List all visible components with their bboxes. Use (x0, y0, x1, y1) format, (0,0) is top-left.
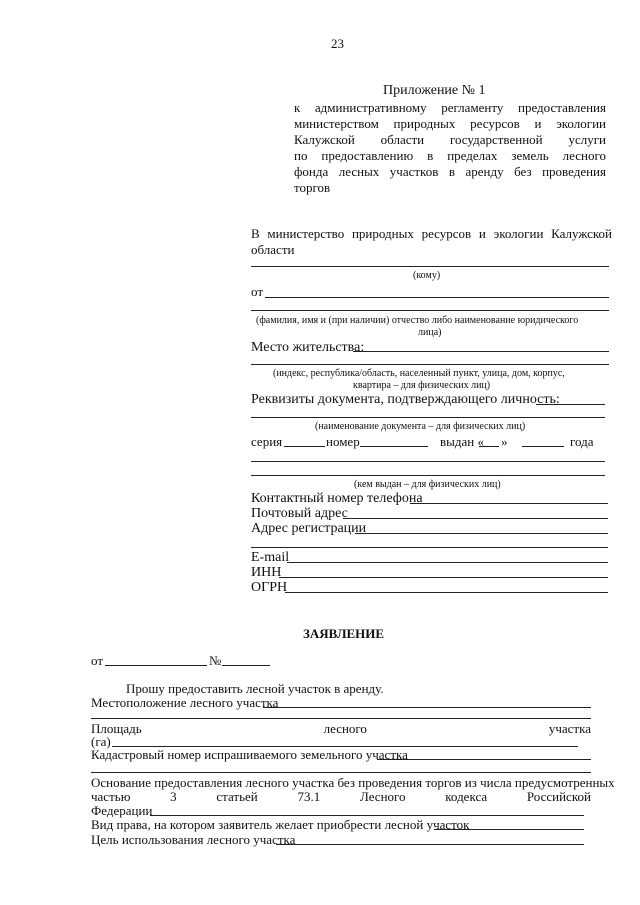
issued-by-field-2[interactable] (251, 475, 605, 476)
appendix-line-2: министерством природных ресурсов и экологии (294, 116, 606, 131)
appendix-line-5: фонда лесных участков в аренду без проведения (294, 164, 606, 179)
appendix-title: Приложение № 1 (383, 83, 486, 98)
to-field[interactable] (251, 266, 609, 267)
from-field-2[interactable] (251, 310, 609, 311)
statement-date-field[interactable] (105, 665, 207, 666)
basis-word-1: частью (91, 789, 131, 804)
location-field-2[interactable] (91, 718, 591, 719)
basis-line-3: Федерации (91, 803, 153, 818)
name-caption-2: лица) (418, 327, 442, 338)
residence-field-2[interactable] (251, 364, 609, 365)
number-field[interactable] (360, 446, 428, 447)
doc-name-caption: (наименование документа – для физических лиц) (315, 421, 526, 432)
from-label: от (251, 284, 264, 299)
series-field[interactable] (284, 446, 325, 447)
statement-from-label: от (91, 653, 104, 668)
issued-close: » (501, 434, 508, 449)
basis-word-2: 3 (170, 789, 177, 804)
series-label: серия (251, 434, 283, 449)
basis-word-7: Российской (526, 789, 591, 804)
postal-label: Почтовый адрес (251, 506, 348, 521)
ogrn-field[interactable] (285, 592, 608, 593)
id-doc-field[interactable] (536, 404, 605, 405)
registration-label: Адрес регистрации (251, 521, 367, 536)
right-type-field[interactable] (434, 829, 584, 830)
issued-by-field-1[interactable] (251, 461, 605, 462)
cadastral-field-2[interactable] (91, 772, 591, 773)
basis-word-5: Лесного (359, 789, 406, 804)
area-unit: (га) (91, 734, 111, 749)
email-label: E-mail (251, 550, 290, 565)
request-text: Прошу предоставить лесной участок в аренду. (126, 681, 384, 696)
id-doc-label: Реквизиты документа, подтверждающего личность: (251, 392, 560, 407)
area-line (91, 721, 591, 736)
area-word-3: участка (548, 721, 591, 736)
cadastral-label: Кадастровый номер испрашиваемого земельного участка (91, 747, 408, 762)
statement-title: ЗАЯВЛЕНИЕ (303, 626, 385, 641)
basis-field[interactable] (150, 815, 584, 816)
registration-field-2[interactable] (251, 547, 608, 548)
issued-label: выдан « (440, 434, 484, 449)
appendix-line-1: к административному регламенту предоставления (294, 100, 606, 115)
residence-field[interactable] (353, 351, 609, 352)
issued-month-field[interactable] (522, 446, 564, 447)
basis-line-2 (91, 789, 591, 804)
area-word-2: лесного (323, 721, 367, 736)
basis-word-4: 73.1 (297, 789, 321, 804)
cadastral-field[interactable] (377, 759, 591, 760)
page-number: 23 (331, 36, 344, 51)
addressee-line-1: В министерство природных ресурсов и экологии Калужской (251, 226, 612, 241)
appendix-line-4: по предоставлению в пределах земель лесного (294, 148, 606, 163)
registration-field[interactable] (355, 533, 608, 534)
appendix-line-3: Калужской области государственной услуги (294, 132, 606, 147)
area-word-1: Площадь (91, 721, 142, 736)
issued-day-field[interactable] (479, 446, 499, 447)
location-label: Местоположение лесного участка (91, 695, 279, 710)
residence-label: Место жительства: (251, 340, 365, 355)
year-label: года (570, 434, 594, 449)
from-field[interactable] (265, 297, 609, 298)
basis-line-1: Основание предоставления лесного участка без проведения торгов из числа предусмотренных (91, 775, 615, 790)
name-caption-1: (фамилия, имя и (при наличии) отчество либо наименование юридического (256, 315, 579, 326)
location-field[interactable] (263, 707, 591, 708)
doc-name-field[interactable] (251, 417, 605, 418)
addressee-line-2: области (251, 242, 295, 257)
purpose-field[interactable] (276, 844, 584, 845)
address-caption-1: (индекс, республика/область, населенный пункт, улица, дом, корпус, (273, 368, 565, 379)
postal-field[interactable] (343, 518, 608, 519)
ogrn-label: ОГРН (251, 580, 288, 595)
basis-word-6: кодекса (445, 789, 488, 804)
inn-label: ИНН (251, 565, 282, 580)
appendix-line-6: торгов (294, 180, 331, 195)
purpose-label: Цель использования лесного участка (91, 832, 296, 847)
statement-number-label: № (209, 653, 222, 668)
inn-field[interactable] (279, 577, 608, 578)
phone-label: Контактный номер телефона (251, 491, 423, 506)
address-caption-2: квартира – для физических лиц) (353, 380, 491, 391)
number-label: номер (326, 434, 360, 449)
statement-number-field[interactable] (222, 665, 270, 666)
phone-field[interactable] (410, 503, 608, 504)
email-field[interactable] (287, 562, 608, 563)
right-type-label: Вид права, на котором заявитель желает приобрести лесной участок (91, 817, 470, 832)
basis-word-3: статьей (216, 789, 258, 804)
issued-by-caption: (кем выдан – для физических лиц) (354, 479, 501, 490)
to-caption: (кому) (413, 270, 441, 281)
